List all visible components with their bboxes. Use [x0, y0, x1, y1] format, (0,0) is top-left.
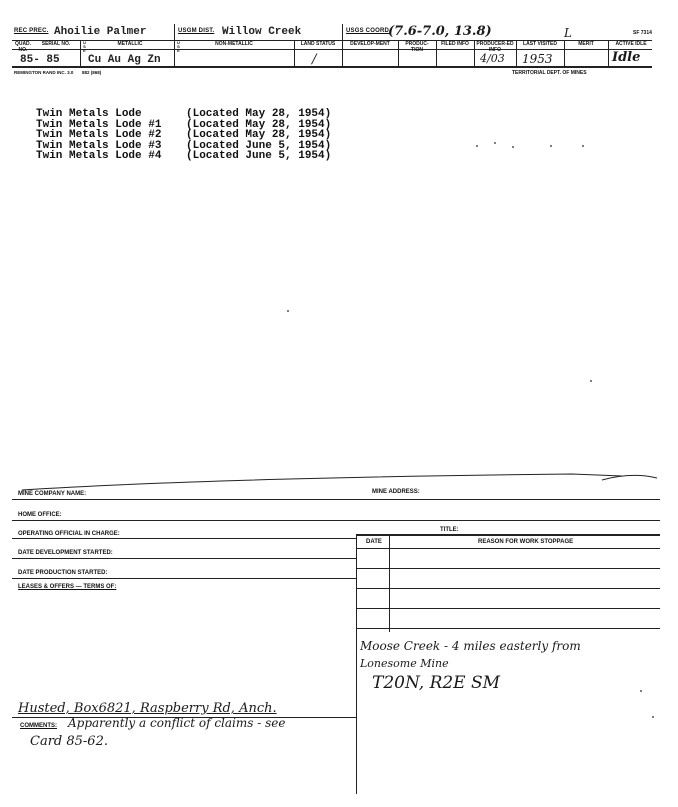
col-use: U S E: [83, 40, 86, 53]
record-bottom-rule: [12, 66, 652, 68]
usgs-coord-value: (7.6-7.0, 13.8): [388, 24, 492, 39]
location-note-line-2: Lonesome Mine: [360, 657, 449, 670]
rule: [356, 628, 660, 629]
col-metallic: METALLIC: [117, 41, 143, 47]
claim-located: (Located May 28, 1954): [186, 118, 332, 131]
col-serial-no: SERIAL NO.: [41, 41, 71, 47]
claims-list: [36, 109, 331, 162]
scan-speck: [512, 146, 514, 148]
divider: [342, 40, 343, 67]
scan-speck: [494, 142, 496, 144]
location-note-line-3: T20N, R2E SM: [372, 673, 501, 693]
col-merit: MERIT: [578, 41, 594, 47]
col-use-2: U S E: [177, 40, 180, 53]
leases-offers-label: LEASES & OFFERS — TERMS OF:: [18, 584, 117, 590]
operating-official-label: OPERATING OFFICIAL IN CHARGE:: [18, 531, 120, 537]
date-development-started-label: DATE DEVELOPMENT STARTED:: [18, 550, 113, 556]
scan-speck: [582, 145, 584, 147]
reason-column-header: REASON FOR WORK STOPPAGE: [478, 539, 574, 545]
divider: [174, 40, 175, 67]
comment-line-2: Card 85-62.: [30, 734, 108, 749]
claim-located: (Located May 28, 1954): [186, 129, 332, 141]
scan-speck: [652, 716, 654, 718]
claim-name: Twin Metals Lode: [36, 108, 142, 120]
scan-speck: [550, 145, 552, 147]
rec-prec-label: REC PREC.: [14, 28, 49, 34]
col-last-visited: LAST VISITED: [523, 41, 557, 47]
comments-label: COMMENTS:: [20, 723, 57, 729]
rule: [12, 520, 660, 521]
claim-name: Twin Metals Lode #2: [36, 129, 162, 141]
col-development: DEVELOP-MENT: [350, 41, 390, 47]
mine-address-label: MINE ADDRESS:: [372, 489, 420, 495]
divider: [516, 40, 517, 67]
rule: [356, 534, 660, 536]
rule: [12, 499, 660, 500]
rule: [356, 608, 660, 609]
divider: [342, 24, 343, 40]
scan-speck: [287, 310, 289, 312]
col-production: PRODUC-TION: [405, 41, 429, 53]
corner-mark: L: [564, 26, 572, 40]
divider: [474, 40, 475, 67]
divider: [294, 40, 295, 67]
rule: [12, 558, 356, 559]
record-quad-serial: 85- 85: [20, 54, 60, 66]
printer-code: 882 (868): [82, 70, 102, 75]
record-land-status: /: [312, 52, 317, 67]
divider: [80, 40, 81, 67]
printer-imprint: REMINGTON RAND INC. 3.0: [14, 70, 74, 75]
record-producer-info: 4/03: [480, 52, 505, 65]
claim-located: (Located June 5, 1954): [186, 139, 332, 152]
scan-speck: [640, 690, 642, 692]
usgm-dist-value: Willow Creek: [222, 26, 302, 38]
stoppage-table-date-divider: [389, 534, 390, 632]
title-label: TITLE:: [440, 527, 459, 533]
rule: [356, 548, 660, 549]
col-quad-no: QUAD. NO.: [14, 41, 32, 53]
record-last-visited: 1953: [522, 52, 553, 66]
record-metallic: Cu Au Ag Zn: [88, 54, 161, 66]
mine-company-name-label: MINE COMPANY NAME:: [18, 491, 87, 497]
usgm-dist-label: USGM DIST.: [178, 28, 215, 34]
torn-edge-line: [12, 470, 662, 500]
col-producer-info: PRODUCER-ED INFO: [476, 41, 514, 53]
rule: [12, 578, 356, 579]
date-production-started-label: DATE PRODUCTION STARTED:: [18, 570, 108, 576]
divider: [174, 24, 175, 40]
rule: [356, 588, 660, 589]
home-office-label: HOME OFFICE:: [18, 512, 62, 518]
divider: [398, 40, 399, 67]
divider: [436, 40, 437, 67]
claim-name: Twin Metals Lode #3: [36, 139, 162, 152]
address-note: Husted, Box6821, Raspberry Rd, Anch.: [18, 701, 277, 716]
record-active-idle: Idle: [612, 50, 641, 65]
claim-row: [36, 130, 331, 141]
claim-located: (Located June 5, 1954): [186, 150, 332, 162]
location-note-line-1: Moose Creek - 4 miles easterly from: [360, 639, 581, 653]
comment-line-1: Apparently a conflict of claims - see: [68, 716, 286, 730]
claim-name: Twin Metals Lode #1: [36, 118, 162, 131]
department-name: TERRITORIAL DEPT. OF MINES: [512, 70, 587, 76]
col-non-metallic: NON-METALLIC: [215, 41, 253, 47]
usgs-coord-label: USGS COORD.: [346, 28, 391, 34]
claim-located: (Located May 28, 1954): [186, 108, 332, 120]
rule: [356, 568, 660, 569]
divider: [608, 40, 609, 67]
stoppage-table-left-border: [356, 534, 357, 794]
rec-prec-value: Ahoilie Palmer: [54, 26, 147, 38]
rule: [12, 538, 356, 539]
col-land-status: LAND STATUS: [300, 41, 336, 47]
column-header-bottom-rule: [12, 49, 652, 50]
date-column-header: DATE: [366, 539, 382, 545]
divider: [564, 40, 565, 67]
scan-speck: [590, 380, 592, 382]
claim-row: [36, 109, 331, 120]
col-active-idle: ACTIVE IDLE: [615, 41, 647, 47]
scan-speck: [476, 145, 478, 147]
col-filed-info: FILED INFO: [441, 41, 469, 47]
claim-row: [36, 151, 331, 162]
form-number: SF 7314: [633, 30, 652, 36]
claim-name: Twin Metals Lode #4: [36, 150, 162, 162]
